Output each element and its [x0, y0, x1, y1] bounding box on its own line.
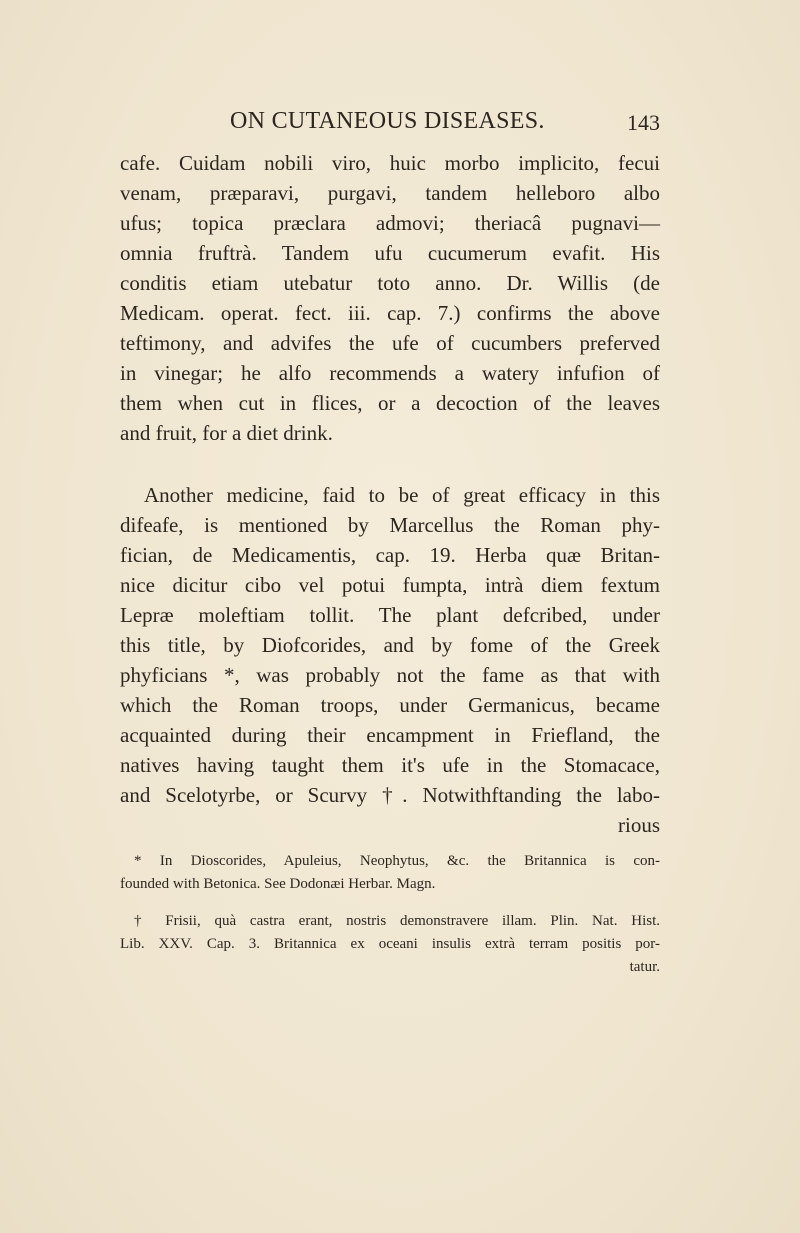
text-line: venam, præparavi, purgavi, tandem helleboro albo	[120, 181, 660, 205]
text-line: Medicam. operat. fect. iii. cap. 7.) confirms the above	[120, 301, 660, 325]
text-line: natives having taught them it's ufe in the Stomacace,	[120, 753, 660, 777]
text-line: fician, de Medicamentis, cap. 19. Herba quæ Britan-	[120, 543, 660, 567]
paragraph-2	[120, 480, 660, 840]
text-line: Another medicine, faid to be of great efficacy in this	[144, 483, 660, 507]
footnote-line: Lib. XXV. Cap. 3. Britannica ex oceani insulis extrà terram positis por-	[120, 936, 660, 952]
footnote-line: † Frisii, quà castra erant, nostris demonstravere illam. Plin. Nat. Hist.	[134, 913, 660, 929]
text-line: which the Roman troops, under Germanicus, became	[120, 693, 660, 717]
text-line: cafe. Cuidam nobili viro, huic morbo implicito, fecui	[120, 151, 660, 175]
text-line: omnia fruftrà. Tandem ufu cucumerum evafit. His	[120, 241, 660, 265]
page-header	[120, 108, 660, 138]
text-line: Lepræ moleftiam tollit. The plant defcribed, under	[120, 603, 660, 627]
footnote-line: tatur.	[629, 959, 660, 975]
text-line: ufus; topica præclara admovi; theriacâ pugnavi—	[120, 211, 660, 235]
text-line: acquainted during their encampment in Friefland, the	[120, 723, 660, 747]
text-line: nice dicitur cibo vel potui fumpta, intrà diem fextum	[120, 573, 660, 597]
text-line: them when cut in flices, or a decoction of the leaves	[120, 391, 660, 415]
text-line: teftimony, and advifes the ufe of cucumbers preferved	[120, 331, 660, 355]
text-line: and Scelotyrbe, or Scurvy †. Notwithftanding the labo-	[120, 783, 660, 807]
page-number: 143	[627, 110, 660, 135]
footnote-line: founded with Betonica. See Dodonæi Herbar. Magn.	[120, 876, 436, 892]
footnotes	[120, 850, 660, 979]
running-title: ON CUTANEOUS DISEASES.	[230, 108, 545, 134]
footnote-line: * In Dioscorides, Apuleius, Neophytus, &c. the Britannica is con-	[134, 853, 660, 869]
text-line: this title, by Diofcorides, and by fome of the Greek	[120, 633, 660, 657]
catchword: rious	[618, 813, 660, 837]
text-line: and fruit, for a diet drink.	[120, 421, 333, 445]
text-line: in vinegar; he alfo recommends a watery infufion of	[120, 361, 660, 385]
paragraph-1	[120, 148, 660, 448]
text-line: phyficians *, was probably not the fame as that with	[120, 663, 660, 687]
text-line: conditis etiam utebatur toto anno. Dr. Willis (de	[120, 271, 660, 295]
text-line: difeafe, is mentioned by Marcellus the Roman phy-	[120, 513, 660, 537]
